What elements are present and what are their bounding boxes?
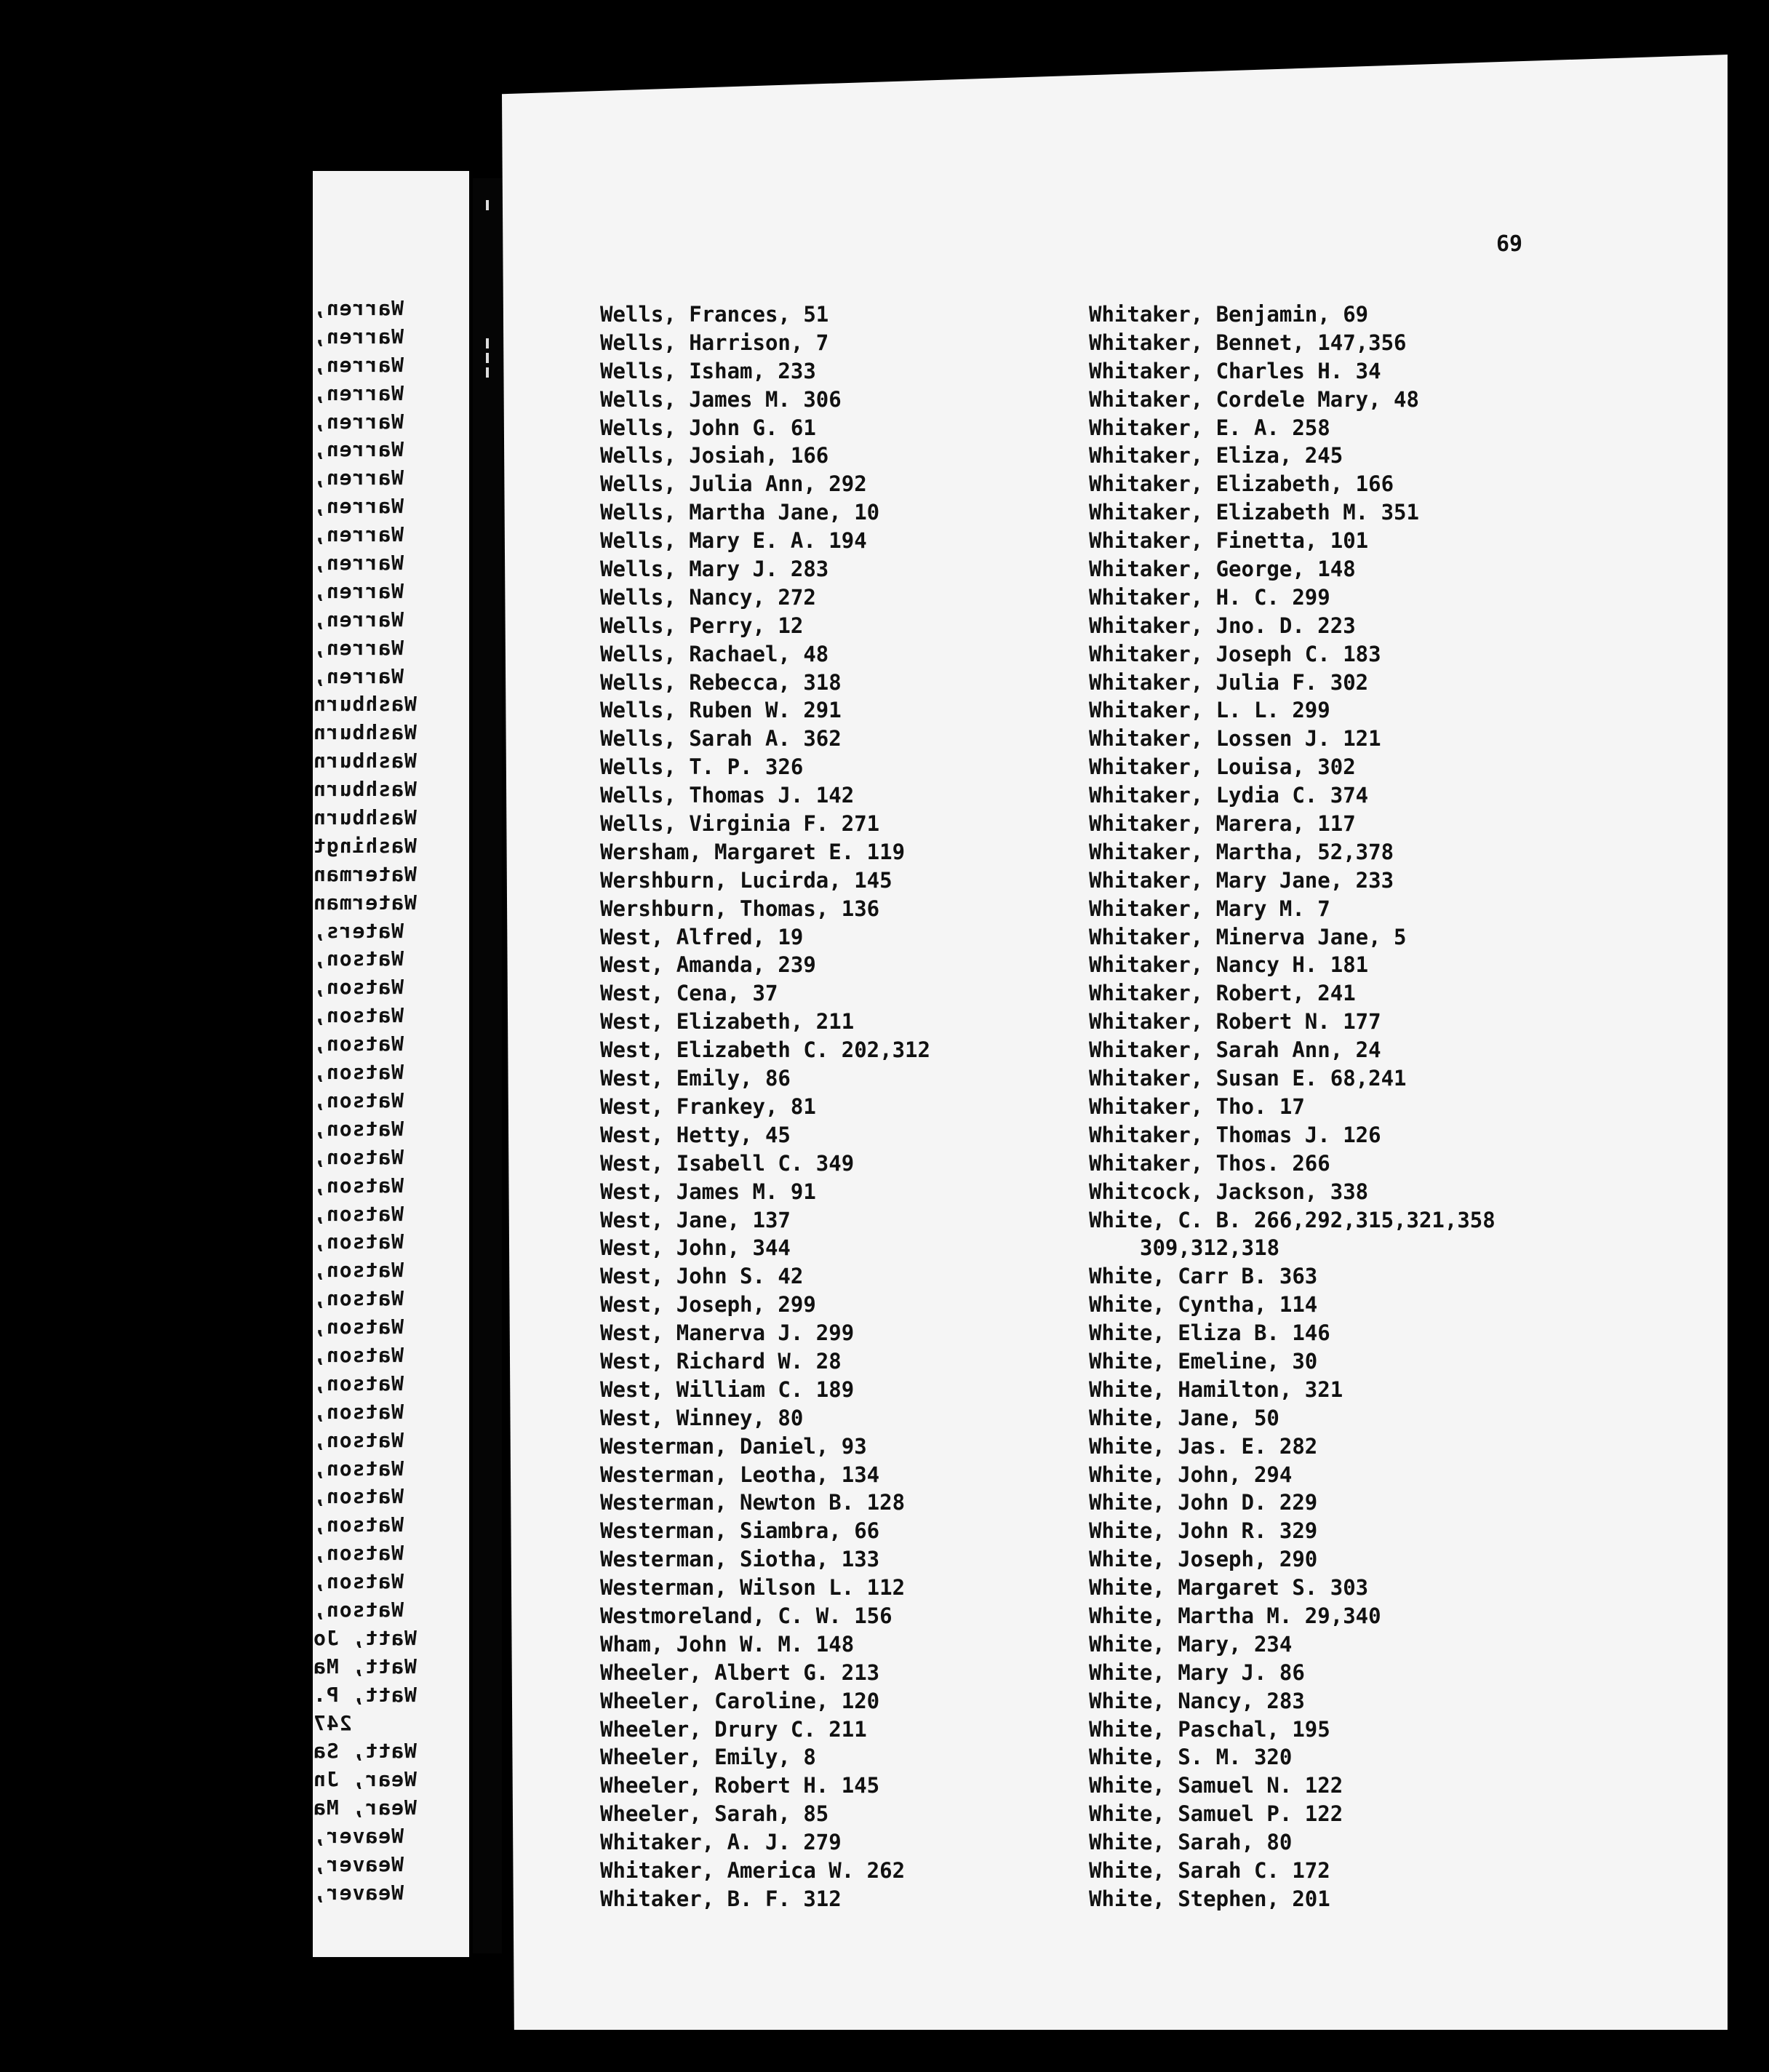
index-entry: White, Samuel N. 122 [1089, 1773, 1343, 1798]
facing-page-fragment: Warren, [313, 409, 404, 434]
index-entry: Wells, Julia Ann, 292 [600, 471, 867, 497]
index-entry: Wheeler, Sarah, 85 [600, 1801, 829, 1827]
index-entry: Wells, Ruben W. 291 [600, 698, 842, 723]
index-entry: Whitaker, L. L. 299 [1089, 698, 1330, 723]
index-entry: Whitaker, Marera, 117 [1089, 811, 1356, 837]
index-entry: Whitaker, Jno. D. 223 [1089, 613, 1356, 638]
facing-page-fragment: Warren, [313, 324, 404, 348]
facing-page-fragment: Watson, [313, 1201, 404, 1226]
index-entry: Wells, T. P. 326 [600, 754, 804, 780]
facing-page-fragment: Watson, [313, 1399, 404, 1424]
index-entry: White, Carr B. 363 [1089, 1264, 1318, 1289]
index-entry: Westerman, Leotha, 134 [600, 1462, 880, 1487]
facing-page-edge [313, 171, 469, 1957]
index-entry: Wells, Nancy, 272 [600, 584, 816, 610]
facing-page-fragment: Waterman [313, 890, 417, 915]
index-entry: West, Richard W. 28 [600, 1348, 842, 1374]
facing-page-fragment: Waters, [313, 918, 404, 943]
facing-page-fragment: Wear, Ma [313, 1796, 417, 1820]
index-entry: Wersham, Margaret E. 119 [600, 839, 906, 864]
index-entry: Wells, Isham, 233 [600, 358, 816, 383]
facing-page-fragment: 247 [313, 1710, 352, 1735]
index-entry: White, Jane, 50 [1089, 1405, 1279, 1430]
index-entry: White, Mary, 234 [1089, 1631, 1293, 1657]
index-entry: West, William C. 189 [600, 1376, 855, 1402]
index-entry: Whitaker, Susan E. 68,241 [1089, 1066, 1407, 1091]
index-entry: Whitaker, Thos. 266 [1089, 1150, 1330, 1176]
facing-page-fragment: Watson, [313, 1569, 404, 1594]
index-entry: Whitcock, Jackson, 338 [1089, 1179, 1369, 1204]
index-entry: White, Emeline, 30 [1089, 1348, 1318, 1374]
index-entry: Whitaker, Louisa, 302 [1089, 754, 1356, 780]
index-entry: Whitaker, Mary M. 7 [1089, 896, 1330, 921]
index-entry: Whitaker, Elizabeth, 166 [1089, 471, 1394, 497]
index-entry: White, John D. 229 [1089, 1490, 1318, 1515]
facing-page-fragment: Watson, [313, 1342, 404, 1367]
facing-page-fragment: Washburn [313, 720, 417, 745]
facing-page-fragment: Warren, [313, 664, 404, 688]
facing-page-fragment: Watson, [313, 1032, 404, 1056]
index-entry: Whitaker, Julia F. 302 [1089, 669, 1369, 695]
index-entry: Wells, Sarah A. 362 [600, 726, 842, 752]
facing-page-fragment: Weaver, [313, 1880, 404, 1905]
facing-page-fragment: Warren, [313, 635, 404, 660]
index-entry: White, Cyntha, 114 [1089, 1292, 1318, 1318]
index-entry: Wells, James M. 306 [600, 386, 842, 412]
index-column-left [600, 300, 930, 1913]
facing-page-fragment: Watson, [313, 1003, 404, 1028]
index-entry: Wheeler, Robert H. 145 [600, 1773, 880, 1798]
index-entry: Wheeler, Albert G. 213 [600, 1659, 880, 1685]
index-entry: Wells, John G. 61 [600, 415, 816, 440]
facing-page-fragment: Watson, [313, 1116, 404, 1141]
facing-page-fragment: Watt, Jo [313, 1625, 417, 1650]
facing-page-fragment: Watt, P. [313, 1682, 417, 1707]
page-number: 69 [1496, 231, 1523, 257]
index-entry: Wheeler, Emily, 8 [600, 1745, 816, 1770]
index-entry: West, John, 344 [600, 1235, 791, 1261]
index-entry: Wershburn, Lucirda, 145 [600, 867, 893, 893]
index-entry: Wells, Josiah, 166 [600, 443, 829, 469]
index-entry: Wells, Harrison, 7 [600, 330, 829, 355]
index-entry: Whitaker, Martha, 52,378 [1089, 839, 1394, 864]
index-entry: Whitaker, Elizabeth M. 351 [1089, 500, 1419, 525]
gutter-mark [486, 353, 489, 363]
facing-page-fragment: Wear, Jn [313, 1767, 417, 1792]
index-entry: White, Jas. E. 282 [1089, 1433, 1318, 1459]
index-entry: Whitaker, Charles H. 34 [1089, 358, 1381, 383]
index-entry: West, Manerva J. 299 [600, 1320, 855, 1346]
facing-page-fragment: Watt, Ma [313, 1654, 417, 1678]
facing-page-fragment: Warren, [313, 352, 404, 377]
index-entry: Wells, Thomas J. 142 [600, 783, 855, 808]
index-entry: Whitaker, Bennet, 147,356 [1089, 330, 1407, 355]
facing-page-fragment: Warren, [313, 578, 404, 603]
index-entry: Wheeler, Drury C. 211 [600, 1716, 867, 1742]
index-entry: West, Hetty, 45 [600, 1122, 791, 1147]
facing-page-fragment: Warren, [313, 437, 404, 462]
index-entry: Whitaker, Robert, 241 [1089, 981, 1356, 1006]
facing-page-fragment: Washingt [313, 833, 417, 858]
index-entry: White, Sarah, 80 [1089, 1830, 1293, 1855]
index-entry: Wham, John W. M. 148 [600, 1631, 855, 1657]
index-entry: Whitaker, Nancy H. 181 [1089, 952, 1369, 978]
index-entry: Whitaker, Lydia C. 374 [1089, 783, 1369, 808]
index-entry: Whitaker, Cordele Mary, 48 [1089, 386, 1419, 412]
index-entry: Whitaker, Sarah Ann, 24 [1089, 1037, 1381, 1063]
index-entry: Wells, Martha Jane, 10 [600, 500, 880, 525]
index-column-right [1089, 300, 1496, 1913]
index-entry: Whitaker, B. F. 312 [600, 1886, 842, 1911]
facing-page-fragment: Weaver, [313, 1824, 404, 1849]
facing-page-fragment: Watson, [313, 1173, 404, 1198]
index-entry: Westerman, Siotha, 133 [600, 1547, 880, 1572]
index-entry: Wells, Frances, 51 [600, 302, 829, 327]
index-entry: West, Joseph, 299 [600, 1292, 816, 1318]
facing-page-fragment: Washburn [313, 777, 417, 802]
index-entry: White, Hamilton, 321 [1089, 1376, 1343, 1402]
facing-page-fragment: Watson, [313, 1456, 404, 1481]
index-entry: Whitaker, Finetta, 101 [1089, 528, 1369, 554]
index-entry: Whitaker, Eliza, 245 [1089, 443, 1343, 469]
index-entry: White, Stephen, 201 [1089, 1886, 1330, 1911]
facing-page-fragment: Washburn [313, 749, 417, 773]
facing-page-fragment: Watson, [313, 1541, 404, 1566]
facing-page-fragment: Washburn [313, 692, 417, 717]
index-entry: Whitaker, Mary Jane, 233 [1089, 867, 1394, 893]
index-entry: White, C. B. 266,292,315,321,358 [1089, 1207, 1496, 1232]
index-entry: White, Sarah C. 172 [1089, 1857, 1330, 1883]
facing-page-fragment: Warren, [313, 522, 404, 547]
index-entry: Whitaker, H. C. 299 [1089, 584, 1330, 610]
index-entry: White, Mary J. 86 [1089, 1659, 1305, 1685]
facing-page-fragment: Washburn [313, 805, 417, 830]
index-entry: West, Emily, 86 [600, 1066, 791, 1091]
index-entry: Whitaker, Robert N. 177 [1089, 1009, 1381, 1035]
facing-page-fragment: Watson, [313, 1230, 404, 1254]
index-entry: White, John R. 329 [1089, 1518, 1318, 1544]
index-entry: Whitaker, America W. 262 [600, 1857, 906, 1883]
index-entry: White, John, 294 [1089, 1462, 1293, 1487]
index-entry: Westerman, Daniel, 93 [600, 1433, 867, 1459]
index-entry: Westerman, Wilson L. 112 [600, 1575, 906, 1601]
facing-page-fragment: Watson, [313, 1597, 404, 1622]
index-entry: Whitaker, Benjamin, 69 [1089, 302, 1369, 327]
facing-page-fragment: Watt, Sa [313, 1739, 417, 1764]
index-entry: West, Frankey, 81 [600, 1093, 816, 1119]
index-entry: Wells, Mary J. 283 [600, 557, 829, 582]
index-entry: Whitaker, Minerva Jane, 5 [1089, 924, 1407, 949]
index-entry: Wheeler, Caroline, 120 [600, 1688, 880, 1713]
index-entry: White, Nancy, 283 [1089, 1688, 1305, 1713]
index-entry: White, Margaret S. 303 [1089, 1575, 1369, 1601]
facing-page-fragment: Waterman [313, 861, 417, 886]
index-entry: West, James M. 91 [600, 1179, 816, 1204]
facing-page-fragment: Watson, [313, 947, 404, 971]
index-entry: Wershburn, Thomas, 136 [600, 896, 880, 921]
index-entry: Whitaker, George, 148 [1089, 557, 1356, 582]
gutter-mark [486, 338, 489, 348]
index-entry: Westmoreland, C. W. 156 [600, 1603, 893, 1628]
facing-page-fragment: Warren, [313, 494, 404, 519]
index-entry: White, Joseph, 290 [1089, 1547, 1318, 1572]
facing-page-text [313, 295, 469, 1908]
index-entry: West, Winney, 80 [600, 1405, 804, 1430]
index-entry: West, Jane, 137 [600, 1207, 791, 1232]
index-entry: Wells, Mary E. A. 194 [600, 528, 867, 554]
facing-page-fragment: Watson, [313, 1088, 404, 1112]
facing-page-fragment: Watson, [313, 1513, 404, 1537]
index-entry: Whitaker, Joseph C. 183 [1089, 641, 1381, 666]
index-entry: West, Cena, 37 [600, 981, 778, 1006]
gutter-mark [486, 200, 489, 210]
facing-page-fragment: Watson, [313, 1484, 404, 1509]
facing-page-fragment: Warren, [313, 296, 404, 320]
facing-page-fragment: Warren, [313, 380, 404, 405]
facing-page-fragment: Watson, [313, 975, 404, 1000]
index-entry: West, Amanda, 239 [600, 952, 816, 978]
index-entry: Wells, Rebecca, 318 [600, 669, 842, 695]
index-entry: West, Alfred, 19 [600, 924, 804, 949]
index-entry: White, Paschal, 195 [1089, 1716, 1330, 1742]
index-entry: White, S. M. 320 [1089, 1745, 1293, 1770]
index-entry: 309,312,318 [1140, 1235, 1280, 1261]
facing-page-fragment: Warren, [313, 607, 404, 631]
index-entry: Wells, Rachael, 48 [600, 641, 829, 666]
index-entry: Whitaker, E. A. 258 [1089, 415, 1330, 440]
index-entry: Whitaker, Lossen J. 121 [1089, 726, 1381, 752]
facing-page-fragment: Watson, [313, 1315, 404, 1339]
index-entry: West, Isabell C. 349 [600, 1150, 855, 1176]
index-entry: White, Eliza B. 146 [1089, 1320, 1330, 1346]
facing-page-fragment: Watson, [313, 1144, 404, 1169]
facing-page-fragment: Watson, [313, 1060, 404, 1085]
index-entry: West, Elizabeth C. 202,312 [600, 1037, 930, 1063]
index-entry: Wells, Perry, 12 [600, 613, 804, 638]
facing-page-fragment: Warren, [313, 551, 404, 575]
index-entry: White, Martha M. 29,340 [1089, 1603, 1381, 1628]
index-entry: Wells, Virginia F. 271 [600, 811, 880, 837]
gutter-mark [486, 367, 489, 378]
index-entry: West, Elizabeth, 211 [600, 1009, 855, 1035]
facing-page-fragment: Watson, [313, 1258, 404, 1283]
index-entry: Whitaker, Tho. 17 [1089, 1093, 1305, 1119]
index-entry: West, John S. 42 [600, 1264, 804, 1289]
index-entry: White, Samuel P. 122 [1089, 1801, 1343, 1827]
page-gutter [473, 178, 502, 1953]
facing-page-fragment: Watson, [313, 1427, 404, 1452]
index-entry: Whitaker, A. J. 279 [600, 1830, 842, 1855]
index-entry: Whitaker, Thomas J. 126 [1089, 1122, 1381, 1147]
facing-page-fragment: Watson, [313, 1371, 404, 1395]
index-entry: Westerman, Newton B. 128 [600, 1490, 906, 1515]
index-entry: Westerman, Siambra, 66 [600, 1518, 880, 1544]
facing-page-fragment: Watson, [313, 1286, 404, 1311]
facing-page-fragment: Warren, [313, 466, 404, 490]
facing-page-fragment: Weaver, [313, 1852, 404, 1876]
